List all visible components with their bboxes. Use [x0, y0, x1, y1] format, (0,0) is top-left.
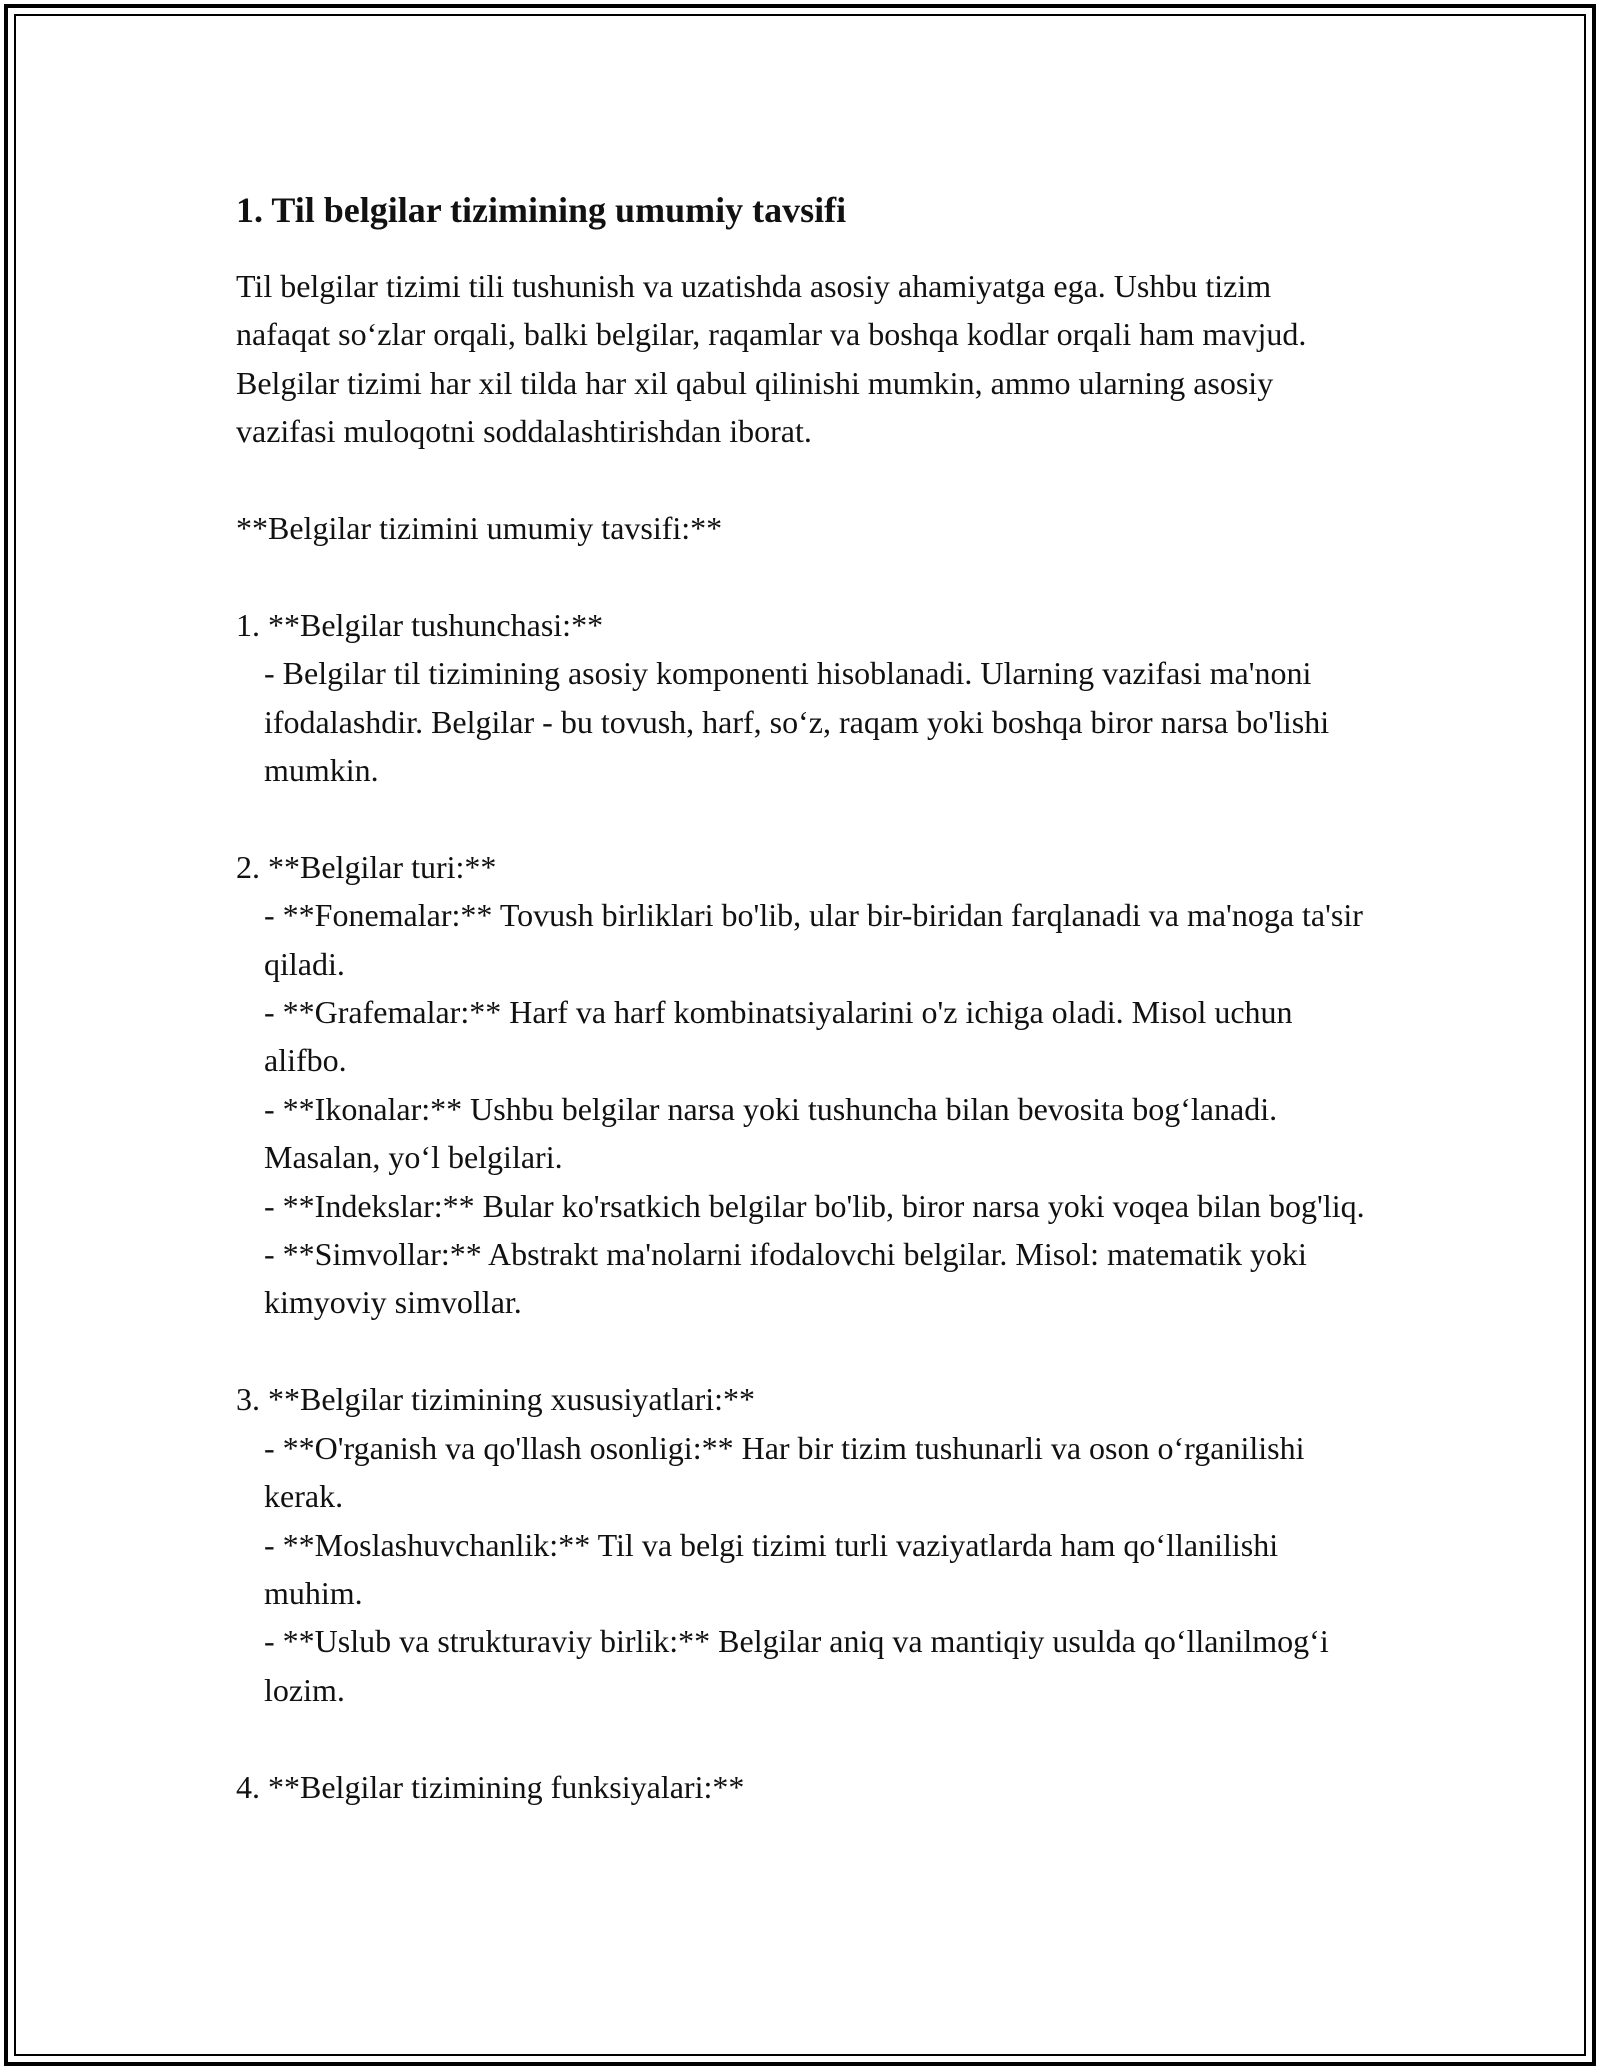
- summary-heading: **Belgilar tizimini umumiy tavsifi:**: [236, 510, 723, 547]
- list-item: - **Ikonalar:** Ushbu belgilar narsa yoki tushuncha bilan bevosita bog‘lanadi. Masalan, yo‘l belgilari.: [264, 1090, 1278, 1176]
- list-item: - **Simvollar:** Abstrakt ma'nolarni ifodalovchi belgilar. Misol: matematik yoki kimyoviy simvollar.: [264, 1236, 1307, 1321]
- section-heading: 4. **Belgilar tizimining funksiyalari:**: [236, 1768, 745, 1805]
- list-item: - **Uslub va strukturaviy birlik:** Belgilar aniq va mantiqiy usulda qo‘llanilmog‘i lozim.: [264, 1623, 1329, 1708]
- document-title: 1. Til belgilar tizimining umumiy tavsifi: [236, 190, 847, 230]
- list-item: - **Grafemalar:** Harf va harf kombinatsiyalarini o'z ichiga oladi. Misol uchun alifbo.: [264, 994, 1293, 1079]
- list-item: - **Moslashuvchanlik:** Til va belgi tizimi turli vaziyatlarda ham qo‘llanilishi muhim.: [264, 1526, 1279, 1611]
- list-item: - **O'rganish va qo'llash osonligi:** Har bir tizim tushunarli va oson o‘rganilishi kerak.: [264, 1429, 1305, 1515]
- document-page: [236, 186, 1366, 1811]
- section-heading: 1. **Belgilar tushunchasi:**: [236, 606, 604, 643]
- document-body: [236, 262, 1366, 1811]
- intro-paragraph: Til belgilar tizimi tili tushunish va uzatishda asosiy ahamiyatga ega. Ushbu tizim nafaqat so‘zlar orqali, balki belgilar, raqamlar va boshqa kodlar orqali ham mavjud. Belgilar tizimi har xil tilda har xil qabul qilinishi mumkin, ammo ularning asosiy vazifasi muloqotni soddalashtirishdan iborat.: [236, 268, 1307, 450]
- section-heading: 3. **Belgilar tizimining xususiyatlari:**: [236, 1381, 756, 1418]
- list-item: - Belgilar til tizimining asosiy komponenti hisoblanadi. Ularning vazifasi ma'noni ifodalashdir. Belgilar - bu tovush, harf, so‘z, raqam yoki boshqa biror narsa bo'lishi mumkin.: [264, 655, 1330, 789]
- section-heading: 2. **Belgilar turi:**: [236, 848, 497, 885]
- list-item: - **Indekslar:** Bular ko'rsatkich belgilar bo'lib, biror narsa yoki voqea bilan bog'liq.: [264, 1187, 1365, 1224]
- list-item: - **Fonemalar:** Tovush birliklari bo'lib, ular bir-biridan farqlanadi va ma'noga ta'sir qiladi.: [264, 897, 1363, 982]
